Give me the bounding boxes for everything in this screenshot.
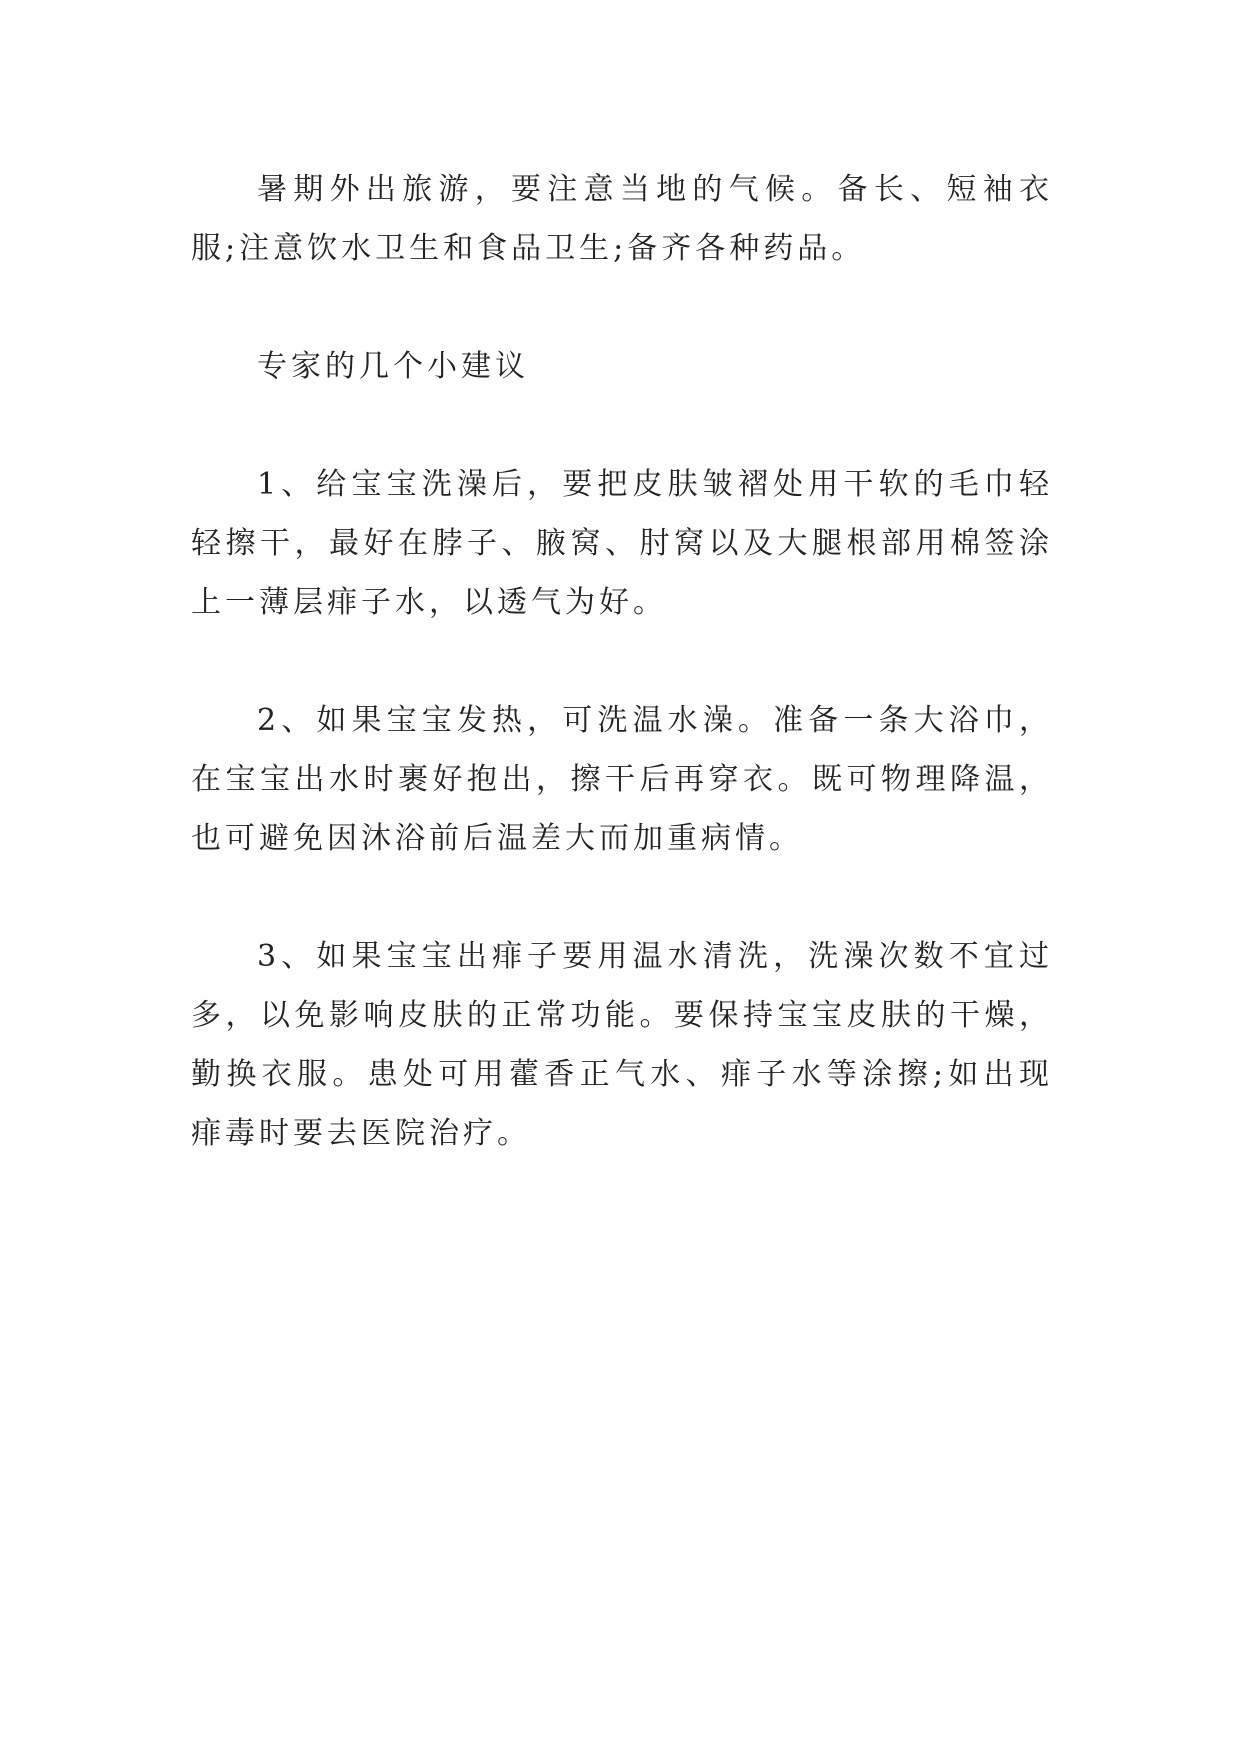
document-body (191, 160, 1053, 1163)
paragraph-travel-tips: 暑期外出旅游，要注意当地的气候。备长、短袖衣服;注意饮水卫生和食品卫生;备齐各种药品。 (191, 172, 1053, 266)
paragraph-tip-3: 3、如果宝宝出痱子要用温水清洗，洗澡次数不宜过多，以免影响皮肤的正常功能。要保持宝宝皮肤的干燥，勤换衣服。患处可用藿香正气水、痱子水等涂擦;如出现痱毒时要去医院治疗。 (191, 939, 1053, 1151)
paragraph-tip-2: 2、如果宝宝发热，可洗温水澡。准备一条大浴巾，在宝宝出水时裹好抱出，擦干后再穿衣。既可物理降温，也可避免因沐浴前后温差大而加重病情。 (191, 703, 1053, 856)
section-heading-expert-tips: 专家的几个小建议 (257, 349, 529, 384)
paragraph-tip-1: 1、给宝宝洗澡后，要把皮肤皱褶处用干软的毛巾轻轻擦干，最好在脖子、腋窝、肘窝以及大腿根部用棉签涂上一薄层痱子水，以透气为好。 (191, 467, 1053, 620)
